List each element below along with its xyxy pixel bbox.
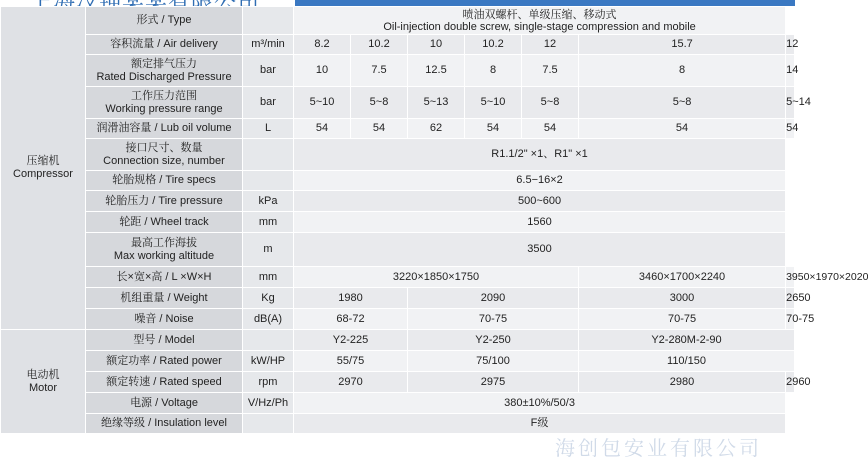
row-label-wheel-track: 轮距 / Wheel track (86, 212, 243, 233)
group-label-text: 压缩机 Compressor (13, 155, 73, 180)
cell-value: 12 (786, 35, 795, 55)
cell-value: 5~8 (579, 87, 786, 119)
row-unit: bar (243, 55, 294, 87)
cell-value: 14 (786, 55, 795, 87)
table-row (1, 372, 795, 393)
row-label-lub-oil: 润滑油容量 / Lub oil volume (86, 119, 243, 139)
cell-value: 500~600 (294, 191, 786, 212)
cell-value: 55/75 (294, 351, 408, 372)
row-unit: kW/HP (243, 351, 294, 372)
cell-value: 5~8 (522, 87, 579, 119)
table-row (1, 233, 795, 267)
cell-value: 380±10%/50/3 (294, 393, 786, 414)
table-row (1, 414, 795, 434)
table-row (1, 7, 795, 35)
row-unit (243, 139, 294, 171)
cell-value: 54 (351, 119, 408, 139)
row-label-rated-pressure: 额定排气压力 Rated Discharged Pressure (86, 55, 243, 87)
table-row (1, 351, 795, 372)
cell-value: 5~10 (465, 87, 522, 119)
table-row (1, 330, 795, 351)
cell-value: 12 (522, 35, 579, 55)
cell-value: 1560 (294, 212, 786, 233)
group-label-motor (1, 330, 86, 434)
cell-value: 5~13 (408, 87, 465, 119)
cell-value: Y2-225 (294, 330, 408, 351)
cell-value: 54 (465, 119, 522, 139)
cell-value: 2090 (408, 288, 579, 309)
table-row (1, 191, 795, 212)
table-row (1, 309, 795, 330)
row-label-insulation: 绝缘等级 / Insulation level (86, 414, 243, 434)
cell-value: 喷油双螺杆、单级压缩、移动式 Oil-injection double screw, single-stage compression and mobile (294, 7, 786, 35)
table-row (1, 55, 795, 87)
cell-value: 3220×1850×1750 (294, 267, 579, 288)
table-row (1, 119, 795, 139)
cell-value: 12.5 (408, 55, 465, 87)
table-row (1, 288, 795, 309)
row-unit: m³/min (243, 35, 294, 55)
table-row (1, 212, 795, 233)
row-label-tire-specs: 轮胎规格 / Tire specs (86, 171, 243, 191)
row-label-rated-speed: 额定转速 / Rated speed (86, 372, 243, 393)
cell-value: 8.2 (294, 35, 351, 55)
cell-value: 5~10 (294, 87, 351, 119)
watermark-text: 海创包安业有限公司 (555, 438, 762, 460)
row-label-air-delivery: 容积流量 / Air delivery (86, 35, 243, 55)
row-unit: kPa (243, 191, 294, 212)
row-unit: Kg (243, 288, 294, 309)
cell-value: 10 (294, 55, 351, 87)
cell-value: 2960 (786, 372, 795, 393)
table-row (1, 171, 795, 191)
cell-value: 3460×1700×2240 (579, 267, 786, 288)
cell-value: 2650 (786, 288, 795, 309)
cell-value: 8 (579, 55, 786, 87)
cell-value: 68-72 (294, 309, 408, 330)
cell-value: 70-75 (408, 309, 579, 330)
cell-value: 3500 (294, 233, 786, 267)
cell-value: 10.2 (351, 35, 408, 55)
row-unit: L (243, 119, 294, 139)
cell-value: 15.7 (579, 35, 786, 55)
cell-value: 5~8 (351, 87, 408, 119)
cell-value: 110/150 (579, 351, 795, 372)
row-unit: V/Hz/Ph (243, 393, 294, 414)
row-unit (243, 7, 294, 35)
table-row (1, 139, 795, 171)
cell-value: 10 (408, 35, 465, 55)
row-label-tire-pressure: 轮胎压力 / Tire pressure (86, 191, 243, 212)
row-label-altitude: 最高工作海拔 Max working altitude (86, 233, 243, 267)
cell-value: F级 (294, 414, 786, 434)
cell-value: Y2-280M-2-90 (579, 330, 795, 351)
row-label-model: 型号 / Model (86, 330, 243, 351)
table-row (1, 35, 795, 55)
cell-value: 54 (579, 119, 786, 139)
row-unit (243, 171, 294, 191)
cell-value: R1.1/2" ×1、R1" ×1 (294, 139, 786, 171)
table-row (1, 87, 795, 119)
row-label-rated-power: 额定功率 / Rated power (86, 351, 243, 372)
table-row (1, 267, 795, 288)
row-label-type: 形式 / Type (86, 7, 243, 35)
cell-value: 8 (465, 55, 522, 87)
row-label-voltage: 电源 / Voltage (86, 393, 243, 414)
row-unit: dB(A) (243, 309, 294, 330)
cell-value: 3950×1970×2020 (786, 267, 795, 288)
cell-value: 2970 (294, 372, 408, 393)
spec-table (0, 6, 868, 434)
row-unit: mm (243, 267, 294, 288)
row-unit: rpm (243, 372, 294, 393)
group-label-compressor (1, 7, 86, 330)
cell-value: 1980 (294, 288, 408, 309)
cell-value: 7.5 (351, 55, 408, 87)
table-row (1, 393, 795, 414)
cell-value: 54 (294, 119, 351, 139)
group-label-text: 电动机 Motor (26, 368, 60, 394)
cell-value: 2980 (579, 372, 786, 393)
cell-value: 54 (786, 119, 795, 139)
cell-value: 2975 (408, 372, 579, 393)
row-unit (243, 414, 294, 434)
cell-value: 5~14 (786, 87, 795, 119)
cell-value: 6.5−16×2 (294, 171, 786, 191)
cell-value: 7.5 (522, 55, 579, 87)
cell-value: 10.2 (465, 35, 522, 55)
row-unit: mm (243, 212, 294, 233)
cell-value: 62 (408, 119, 465, 139)
cell-value: 54 (522, 119, 579, 139)
row-label-working-pressure: 工作压力范围 Working pressure range (86, 87, 243, 119)
row-label-dimensions: 长×宽×高 / L ×W×H (86, 267, 243, 288)
cell-value: 3000 (579, 288, 786, 309)
row-label-weight: 机组重量 / Weight (86, 288, 243, 309)
cell-value: 70-75 (579, 309, 786, 330)
row-label-connection: 接口尺寸、数量 Connection size, number (86, 139, 243, 171)
row-unit: bar (243, 87, 294, 119)
row-unit: m (243, 233, 294, 267)
cell-value: Y2-250 (408, 330, 579, 351)
cell-value: 70-75 (786, 309, 795, 330)
row-unit (243, 330, 294, 351)
row-label-noise: 噪音 / Noise (86, 309, 243, 330)
cell-value: 75/100 (408, 351, 579, 372)
